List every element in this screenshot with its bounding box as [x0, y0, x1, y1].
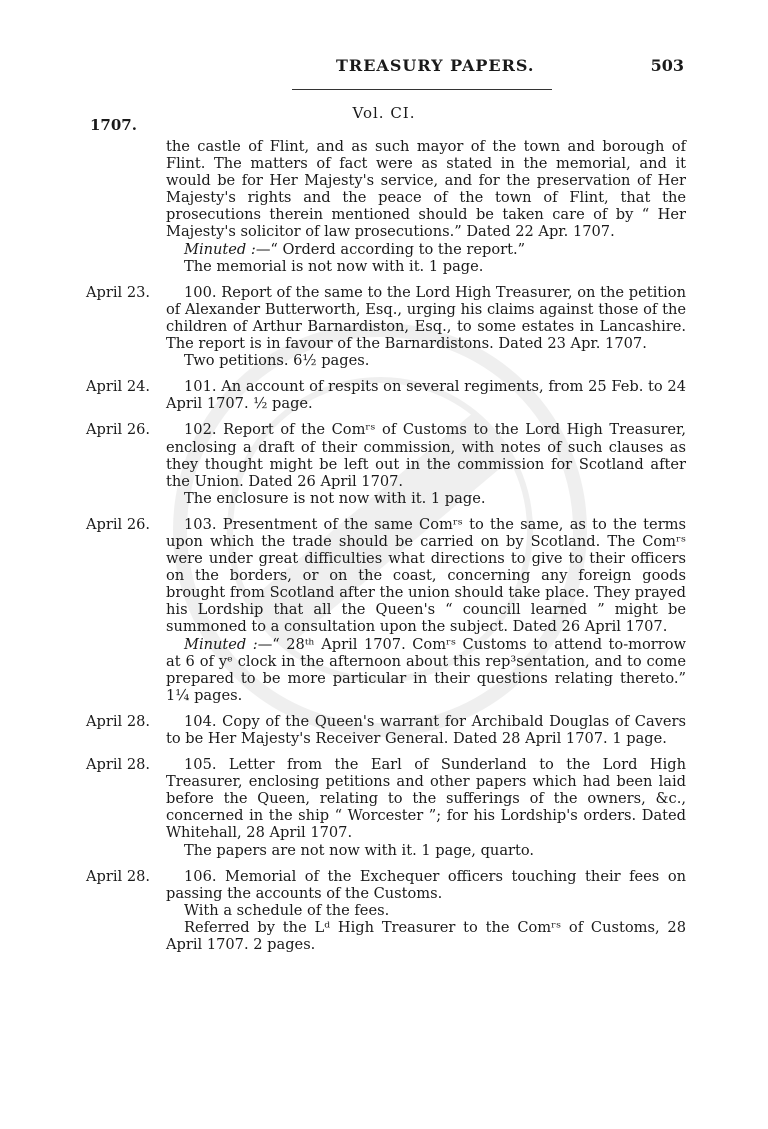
- minute-text: —“ Orderd according to the report.”: [255, 240, 526, 258]
- entry-106: [86, 868, 686, 953]
- entry-continuation: [86, 138, 686, 275]
- minute: [166, 636, 686, 704]
- entry-date: April 26.: [86, 515, 151, 533]
- entry-note: The enclosure is not now with it. 1 page.: [184, 489, 486, 507]
- entry-date: April 24.: [86, 378, 151, 396]
- year-marginal: 1707.: [90, 116, 137, 134]
- entry-text: 106. Memorial of the Exchequer officers touching their fees on passing the accounts of the Customs.: [166, 867, 686, 902]
- entry-101: [86, 378, 686, 412]
- entry-extra: Referred by the Lᵈ High Treasurer to the Comʳˢ of Customs, 28 April 1707. 2 pages.: [166, 918, 686, 954]
- entry-date: April 26.: [86, 421, 151, 439]
- page-header: [0, 56, 768, 80]
- entry-text: 104. Copy of the Queen's warrant for Archibald Douglas of Cavers to be Her Majesty's Receiver General. Dated 28 April 1707. 1 page.: [166, 712, 686, 747]
- entry-text: 103. Presentment of the same Comʳˢ to the same, as to the terms upon which the trade should be carried on by Scotland. The Comʳˢ were under great difficulties what directions to give to their officers on the borders, or on the coast, concerning any foreign goods brought from Scotland after the union should take place. They prayed his Lordship that all the Queen's “ councill learned ” might be summoned to a consultation upon the subject. Dated 26 April 1707.: [166, 515, 686, 636]
- volume-heading: Vol. CI.: [352, 104, 416, 122]
- entry-date: April 28.: [86, 867, 151, 885]
- entry-note: Two petitions. 6½ pages.: [184, 352, 370, 370]
- entry-extra: With a schedule of the fees.: [184, 901, 390, 919]
- minute-label: Minuted :: [184, 635, 258, 653]
- entry-text: 105. Letter from the Earl of Sunderland to the Lord High Treasurer, enclosing petitions and other papers which had been laid before the Queen, relating to the sufferings of the owners, &c., concerned in the ship “ Worcester ”; for his Lordship's orders. Dated Whitehall, 28 April 1707.: [166, 756, 686, 842]
- entry-100: [86, 284, 686, 369]
- entries: [86, 138, 686, 962]
- entry-104: [86, 713, 686, 747]
- entry-102: [86, 421, 686, 506]
- entry-text: 100. Report of the same to the Lord High Treasurer, on the petition of Alexander Butterworth, Esq., urging his claims against those of the children of Arthur Barnardiston, Esq., to some estates in Lancashire. The report is in favour of the Barnardistons. Dated 23 Apr. 1707.: [166, 283, 686, 353]
- minute-label: Minuted :: [184, 240, 256, 258]
- entry-text: the castle of Flint, and as such mayor of the town and borough of Flint. The matters of fact were as stated in the memorial, and it would be for Her Majesty's service, and for the preservation of Her Majesty's rights and the peace of the town of Flint, that the prosecutions therein mentioned should be taken care of by “ Her Majesty's solicitor of law prosecutions.” Dated 22 Apr. 1707.: [166, 138, 686, 241]
- running-head: TREASURY PAPERS.: [336, 56, 535, 75]
- entry-note: The papers are not now with it. 1 page, quarto.: [184, 841, 535, 859]
- entry-date: April 23.: [86, 283, 151, 301]
- page-number: 503: [650, 56, 684, 75]
- minute-text: —“ 28ᵗʰ April 1707. Comʳˢ Customs to attend to-morrow at 6 of yᵉ clock in the afternoon about this rep³sentation, and to come prepared to be more particular in their questions relating thereto.” 1¼ pages.: [166, 635, 686, 704]
- minute: [166, 241, 686, 258]
- entry-103: [86, 516, 686, 704]
- entry-105: [86, 756, 686, 859]
- entry-note: The memorial is not now with it. 1 page.: [184, 257, 484, 275]
- entry-date: April 28.: [86, 712, 151, 730]
- header-rule: [292, 89, 552, 90]
- entry-text: 101. An account of respits on several regiments, from 25 Feb. to 24 April 1707. ½ page.: [166, 378, 686, 413]
- entry-date: April 28.: [86, 756, 151, 774]
- entry-text: 102. Report of the Comʳˢ of Customs to the Lord High Treasurer, enclosing a draft of their commission, with notes of such clauses as they thought might be left out in the commission for Scotland after the Union. Dated 26 April 1707.: [166, 421, 686, 490]
